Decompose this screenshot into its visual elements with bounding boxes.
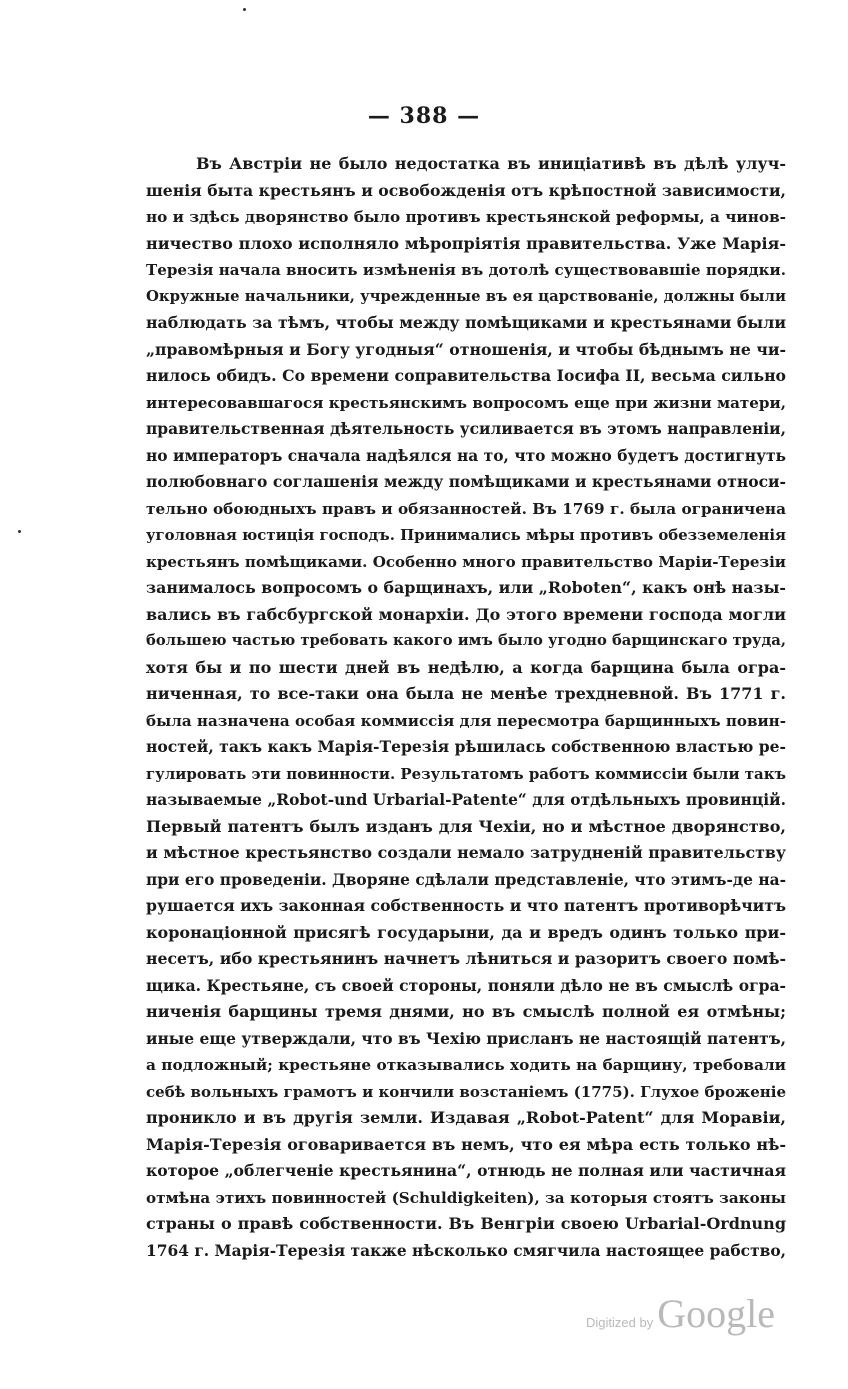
text-line: ниченія барщины тремя днями, но въ смыслѣ полной ея отмѣны; [146,1002,786,1021]
text-line: Первый патентъ былъ изданъ для Чехіи, но и мѣстное дворянство, [146,816,786,836]
text-line: уголовная юстиція господъ. Принимались мѣры противъ обезземеленія [146,526,786,544]
text-line: при его проведеніи. Дворяне сдѣлали представленіе, что этимъ-де на- [146,870,786,889]
text-line: тельно обоюдныхъ правъ и обязанностей. Въ 1769 г. была ограничена [146,499,786,518]
text-line: наблюдать за тѣмъ, чтобы между помѣщиками и крестьянами были [146,313,786,332]
text-line: нилось обидъ. Со времени соправительства Іосифа II, весьма сильно [146,366,786,385]
google-logo: Google [657,1291,775,1336]
text-line: Марія-Терезія оговаривается въ немъ, что ея мѣра есть только нѣ- [146,1134,786,1154]
page-mark [18,530,21,533]
text-line: проникло и въ другія земли. Издавая „Robot-Patent“ для Моравіи, [146,1108,786,1127]
text-line: ностей, такъ какъ Марія-Терезія рѣшилась собственною властью ре- [146,737,786,756]
text-line: иные еще утверждали, что въ Чехію присланъ не настоящій патентъ, [146,1028,786,1048]
body-text [146,151,786,1264]
page-number: — 388 — [367,103,481,129]
text-line: а подложный; крестьяне отказывались ходить на барщину, требовали [146,1056,786,1074]
digitized-watermark [586,1290,775,1350]
text-line: ничество плохо исполняло мѣропріятія правительства. Уже Марія- [146,233,786,253]
text-line: и мѣстное крестьянство создали немало затрудненій правительству [146,843,786,862]
text-line: большею частью требовать какого имъ было угодно барщинскаго труда, [146,632,786,649]
watermark-prefix: Digitized by [586,1315,654,1330]
text-line: крестьянъ помѣщиками. Особенно много правительство Маріи-Терезіи [146,552,786,571]
text-line: себѣ вольныхъ грамотъ и кончили возстаніемъ (1775). Глухое броженіе [146,1082,786,1101]
text-line: гулировать эти повинности. Результатомъ работъ коммиссіи были такъ [146,764,786,783]
text-line: полюбовнаго соглашенія между помѣщиками и крестьянами относи- [146,472,786,491]
text-line: коронаціонной присягѣ государыни, да и вредъ одинъ только при- [146,922,786,942]
text-line: вались въ габсбургской монархіи. До этого времени господа могли [146,604,786,624]
text-line: но императоръ сначала надѣялся на то, что можно будетъ достигнуть [146,445,786,465]
text-line: но и здѣсь дворянство было противъ крестьянской реформы, а чинов- [146,208,786,226]
text-line: страны о правѣ собственности. Въ Венгріи своею Urbarial-Ordnung [146,1214,786,1233]
text-line: щика. Крестьяне, съ своей стороны, поняли дѣло не въ смыслѣ огра- [146,975,786,995]
text-line: шенія быта крестьянъ и освобожденія отъ крѣпостной зависимости, [146,180,786,200]
text-line: несетъ, ибо крестьянинъ начнетъ лѣниться и разоритъ своего помѣ- [146,949,786,968]
text-line: ниченная, то все-таки она была не менѣе трехдневной. Въ 1771 г. [146,684,786,703]
text-line: хотя бы и по шести дней въ недѣлю, а когда барщина была огра- [146,657,786,677]
text-line: Окружные начальники, учрежденные въ ея царствованіе, должны были [146,287,786,305]
text-line: называемые „Robot-und Urbarial-Patente“ для отдѣльныхъ провинцій. [146,790,786,809]
text-line: 1764 г. Марія-Терезія также нѣсколько смягчила настоящее рабство, [146,1241,787,1260]
text-line: интересовавшагося крестьянскимъ вопросомъ еще при жизни матери, [146,393,786,412]
text-line: отмѣна этихъ повинностей (Schuldigkeiten), за которыя стоятъ законы [146,1188,786,1207]
text-line: Въ Австріи не было недостатка въ иниціативѣ въ дѣлѣ улуч- [196,154,786,173]
text-line: Терезія начала вносить измѣненія въ дотолѣ существовавшіе порядки. [146,261,786,279]
text-line: правительственная дѣятельность усиливается въ этомъ направленіи, [146,419,786,438]
text-line: „правомѣрныя и Богу угодныя“ отношенія, и чтобы бѣднымъ не чи- [146,339,786,359]
text-line: была назначена особая коммиссія для пересмотра барщинныхъ повин- [146,711,786,730]
text-line: занималось вопросомъ о барщинахъ, или „Roboten“, какъ онѣ назы- [146,578,786,597]
text-line: рушается ихъ законная собственность и что патентъ противорѣчитъ [146,896,786,915]
page-mark [243,8,246,11]
text-line: которое „облегченіе крестьянина“, отнюдь не полная или частичная [146,1161,786,1180]
